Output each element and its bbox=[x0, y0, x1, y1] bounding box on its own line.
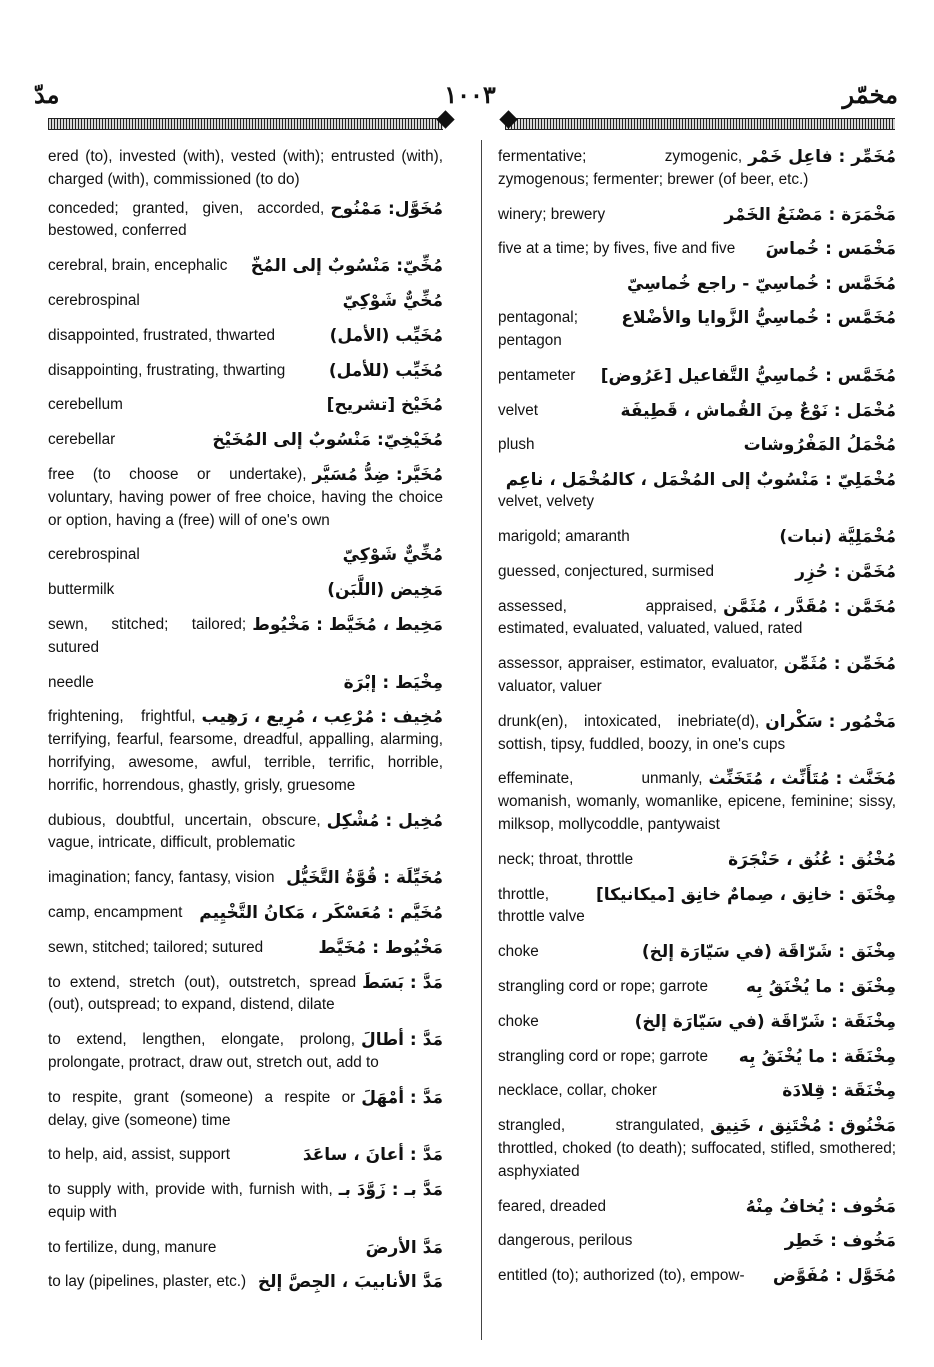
header-left-word: مدّ bbox=[34, 80, 60, 109]
arabic-headword: مُخَمَّن : حُزِر bbox=[795, 561, 896, 582]
arabic-headword: مَدَّ الأرضَ bbox=[365, 1237, 443, 1258]
dictionary-entry bbox=[48, 614, 443, 660]
arabic-headword: مُخِّيٌّ شَوْكِيّ bbox=[342, 545, 443, 566]
english-definition: to supply with, provide with, furnish with, equip with bbox=[48, 1181, 333, 1221]
arabic-headword: مُخَيِّلَة : قُوَّةُ التَّخَيُّل bbox=[286, 868, 443, 889]
dictionary-entry bbox=[48, 867, 443, 890]
arabic-headword: مَخْمُور : سَكْران bbox=[765, 711, 896, 732]
dictionary-entry bbox=[498, 146, 896, 192]
english-definition: feared, dreaded bbox=[498, 1197, 607, 1215]
arabic-headword: مُخَيِّب (للأمل) bbox=[328, 360, 443, 381]
english-definition: throttle, throttle valve bbox=[498, 885, 585, 926]
arabic-headword: مُخْمَلِيّ : مَنْسُوبٌ إلى المُخْمَل ، كالمُخْمَل ، ناعِم bbox=[505, 470, 896, 491]
arabic-headword: مُخْمَلِيَّة (نبات) bbox=[779, 526, 896, 547]
dictionary-entry bbox=[48, 1237, 443, 1260]
arabic-headword: مُخْمَلُ المَفْرُوشات bbox=[743, 435, 896, 456]
arabic-headword: مِخْيَط : إبْرَة bbox=[343, 672, 443, 693]
arabic-headword: مُخَمَّن : مُقَدَّر ، مُثَمَّن bbox=[723, 596, 896, 617]
dictionary-entry bbox=[498, 238, 896, 261]
dictionary-entry bbox=[498, 884, 896, 930]
english-definition: entitled (to); authorized (to), empow- bbox=[498, 1267, 745, 1285]
arabic-headword: مَخُوف : يُخافُ مِنْهُ bbox=[745, 1196, 896, 1217]
header-rule-left bbox=[48, 118, 443, 130]
arabic-headword: مَدَّ : أمْهَلَ bbox=[361, 1087, 443, 1108]
english-definition: disappointed, frustrated, thwarted bbox=[48, 326, 276, 344]
dictionary-entry bbox=[498, 941, 896, 964]
english-definition: plush bbox=[498, 436, 535, 454]
header-right-word: مخمّر bbox=[842, 80, 898, 109]
english-definition: pentameter bbox=[498, 366, 576, 384]
arabic-headword: مَخْمَس : خُماسَ bbox=[765, 239, 896, 260]
dictionary-entry bbox=[498, 1011, 896, 1034]
english-definition: ered (to), invested (with), vested (with); entrusted (with), charged (with), commissioned (to do) bbox=[48, 148, 443, 188]
dictionary-entry bbox=[498, 1230, 896, 1253]
arabic-headword: مُخْنُق : عُنُق ، حَنْجَرَة bbox=[728, 849, 896, 870]
dictionary-entry bbox=[498, 526, 896, 549]
arabic-headword: مَدَّ : أعانَ ، ساعَدَ bbox=[302, 1145, 443, 1166]
english-definition: cerebrospinal bbox=[48, 546, 140, 564]
arabic-headword: مُخَمَّس : خُماسِيُّ التَّفاعيل [عَرُوض] bbox=[600, 365, 896, 386]
dictionary-entry bbox=[48, 1029, 443, 1075]
dictionary-entry bbox=[48, 325, 443, 348]
dictionary-entry bbox=[48, 290, 443, 313]
dictionary-entry bbox=[498, 307, 896, 353]
arabic-headword: مُخَمَّس : خُماسِيُّ الزَّوايا والأضْلاع bbox=[621, 308, 896, 329]
column-divider bbox=[481, 140, 482, 1340]
english-definition: to fertilize, dung, manure bbox=[48, 1238, 217, 1256]
arabic-headword: مِخْنَق : خانِق ، صِمامٌ خانِق [ميكانيكا] bbox=[595, 884, 896, 905]
dictionary-entry bbox=[498, 1115, 896, 1183]
english-definition: sewn, stitched; tailored; sutured bbox=[48, 938, 264, 956]
dictionary-entry bbox=[498, 365, 896, 388]
english-definition: cerebellar bbox=[48, 431, 116, 449]
english-definition: strangled, strangulated, throttled, choked (to death); suffocated, stifled, smothered; asphyxiated bbox=[498, 1117, 896, 1180]
dictionary-entry bbox=[498, 273, 896, 295]
arabic-headword: مِخْنَقَة : قِلادَة bbox=[782, 1081, 896, 1102]
arabic-headword: مَدَّ الأنابيبَ ، الجِصَّ إلخ bbox=[257, 1272, 443, 1293]
english-definition: cerebrospinal bbox=[48, 291, 140, 309]
arabic-headword: مُخْمَل : نَوْعٌ مِنَ القُماش ، قَطِيفَة bbox=[620, 400, 896, 421]
arabic-headword: مُخِيل : مُشْكِل bbox=[326, 810, 443, 831]
dictionary-entry bbox=[48, 1271, 443, 1294]
english-definition: dangerous, perilous bbox=[498, 1232, 633, 1250]
page-number: ١٠٠٣ bbox=[444, 80, 496, 109]
english-definition: choke bbox=[498, 1012, 539, 1030]
dictionary-entry bbox=[48, 1087, 443, 1133]
english-definition: conceded; granted, given, accorded, bestowed, conferred bbox=[48, 199, 325, 240]
english-definition: needle bbox=[48, 673, 94, 691]
dictionary-entry bbox=[498, 469, 896, 514]
header-rule-right bbox=[505, 118, 895, 130]
english-definition: disappointing, frustrating, thwarting bbox=[48, 361, 286, 379]
english-definition: necklace, collar, choker bbox=[498, 1082, 657, 1100]
english-definition: to lay (pipelines, plaster, etc.) bbox=[48, 1273, 247, 1291]
dictionary-entry bbox=[48, 706, 443, 797]
dictionary-entry bbox=[48, 937, 443, 960]
arabic-headword: مِخْنَقَة : شَرّاقَة (في سَيّارَة إلخ) bbox=[634, 1011, 896, 1032]
arabic-headword: مُخَيِّب (الأمل) bbox=[329, 325, 443, 346]
dictionary-entry bbox=[48, 198, 443, 244]
english-definition: free (to choose or undertake), voluntary, having power of free choice, having the choice or option, having a (free) will of one's own bbox=[48, 465, 443, 529]
dictionary-entry bbox=[498, 768, 896, 836]
english-definition: to help, aid, assist, support bbox=[48, 1146, 230, 1164]
dictionary-entry bbox=[48, 360, 443, 383]
english-definition: strangling cord or rope; garrote bbox=[498, 977, 709, 995]
arabic-headword: مُخِّيّ: مَنْسُوبٌ إلى المُخّ bbox=[250, 256, 443, 277]
dictionary-entry bbox=[48, 579, 443, 602]
english-definition: velvet bbox=[498, 401, 538, 419]
english-definition: winery; brewery bbox=[498, 205, 606, 223]
arabic-headword: مَخُوف : خَطِر bbox=[784, 1231, 896, 1252]
english-definition: dubious, doubtful, uncertain, obscure, vague, intricate, difficult, problematic bbox=[48, 811, 321, 852]
dictionary-entry bbox=[498, 849, 896, 872]
arabic-headword: مُخَنَّث : مُتَأَنِّث ، مُتَخَنِّث bbox=[708, 769, 896, 790]
english-definition: neck; throat, throttle bbox=[498, 850, 634, 868]
dictionary-entry bbox=[498, 596, 896, 642]
dictionary-entry bbox=[48, 902, 443, 925]
arabic-headword: مَخِيض (اللَّبَن) bbox=[327, 580, 443, 601]
dictionary-entry bbox=[498, 204, 896, 227]
arabic-headword: مِخْنَقَة : ما يُخْنَقُ بِه bbox=[738, 1046, 896, 1067]
english-definition: five at a time; by fives, five and five bbox=[498, 240, 736, 258]
dictionary-entry bbox=[498, 1265, 896, 1288]
english-definition: fermentative; zymogenic, zymogenous; fermenter; brewer (of beer, etc.) bbox=[498, 148, 809, 188]
dictionary-entry bbox=[498, 1080, 896, 1103]
english-definition: buttermilk bbox=[48, 581, 115, 599]
english-definition: assessed, appraised, estimated, evaluated, valuated, valued, rated bbox=[498, 597, 803, 638]
arabic-headword: مُخِّيٌّ شَوْكِيّ bbox=[342, 290, 443, 311]
dictionary-entry bbox=[498, 400, 896, 423]
arabic-headword: مَدَّ : بَسَطَ bbox=[362, 972, 443, 993]
english-definition: effeminate, unmanly, womanish, womanly, womanlike, epicene, feminine; sissy, milksop, mollycoddle, pantywaist bbox=[498, 770, 896, 833]
dictionary-entry bbox=[48, 1144, 443, 1167]
arabic-headword: مُخَيَّم : مُعَسْكَر ، مَكانُ التَّخْيِيم bbox=[199, 902, 443, 923]
english-definition: strangling cord or rope; garrote bbox=[498, 1047, 709, 1065]
arabic-headword: مَخْيُوط : مُخَيَّط bbox=[318, 937, 443, 958]
english-definition: imagination; fancy, fantasy, vision bbox=[48, 869, 275, 887]
dictionary-entry bbox=[498, 1046, 896, 1069]
arabic-headword: مِخْنَق : شَرّاقَة (في سَيّارَة إلخ) bbox=[641, 942, 896, 963]
dictionary-entry bbox=[498, 434, 896, 457]
english-definition: assessor, appraiser, estimator, evaluator, valuator, valuer bbox=[498, 655, 778, 695]
dictionary-entry bbox=[48, 972, 443, 1018]
arabic-headword: مَخْمَرَة : مَصْنَعُ الخَمْر bbox=[724, 204, 896, 225]
english-definition: choke bbox=[498, 943, 539, 961]
english-definition: pentagonal; pentagon bbox=[498, 309, 578, 349]
arabic-headword: مَخِيط ، مُخَيَّط : مَخْيُوط bbox=[252, 614, 443, 635]
arabic-headword: مُخَيْخ [تشريح] bbox=[326, 395, 443, 416]
arabic-headword: مَدَّ : أطالَ bbox=[361, 1030, 443, 1051]
dictionary-entry bbox=[498, 976, 896, 999]
arabic-headword: مُخَيَّر: ضِدُّ مُسَيَّر bbox=[312, 464, 443, 485]
english-definition: to respite, grant (someone) a respite or delay, give (someone) time bbox=[48, 1088, 356, 1129]
arabic-headword: مُخَوَّل : مُفَوَّض bbox=[772, 1266, 896, 1287]
dictionary-entry bbox=[498, 653, 896, 699]
english-definition: velvet, velvety bbox=[498, 493, 595, 511]
dictionary-entry bbox=[48, 255, 443, 278]
dictionary-entry bbox=[48, 146, 443, 192]
english-definition: sewn, stitched; tailored; sutured bbox=[48, 615, 247, 656]
arabic-headword: مُخِيف : مُرْعِب ، مُرِيع ، رَهِيب bbox=[201, 707, 443, 728]
arabic-headword: مُخَوَّل: مَمْنُوح bbox=[330, 198, 443, 219]
english-definition: frightening, frightful, terrifying, fearful, fearsome, dreadful, appalling, alarming, horrifying, awesome, awful, terrible, terrific, horrible, horrific, horrendous, ghastly, grisly, gruesome bbox=[48, 708, 443, 794]
dictionary-entry bbox=[48, 394, 443, 417]
arabic-headword: مُخَمِّن : مُثَمِّن bbox=[783, 654, 896, 675]
dictionary-entry bbox=[48, 810, 443, 856]
left-column bbox=[48, 146, 443, 1306]
arabic-headword: مَخْنُوق : مُخْتَنِق ، خَنِيق bbox=[710, 1116, 896, 1137]
english-definition: guessed, conjectured, surmised bbox=[498, 562, 714, 580]
english-definition: to extend, lengthen, elongate, prolong, prolongate, protract, draw out, stretch out, add to bbox=[48, 1031, 379, 1071]
arabic-headword: مُخَمَّس : خُماسِيّ - راجع خُماسِيّ bbox=[626, 274, 896, 295]
english-definition: to extend, stretch (out), outstretch, spread (out), outspread; to expand, distend, dilate bbox=[48, 973, 357, 1014]
english-definition: cerebellum bbox=[48, 396, 123, 414]
english-definition: camp, encampment bbox=[48, 903, 183, 921]
arabic-headword: مُخَيْخِيّ: مَنْسُوبٌ إلى المُخَيْخ bbox=[212, 430, 443, 451]
dictionary-entry bbox=[48, 1179, 443, 1225]
dictionary-entry bbox=[48, 544, 443, 567]
arabic-headword: مِخْنَق : ما يُخْنَقُ بِه bbox=[745, 976, 896, 997]
english-definition: drunk(en), intoxicated, inebriate(d), sottish, tipsy, fuddled, boozy, in one's cups bbox=[498, 712, 786, 753]
arabic-headword: مَدَّ بـ : زَوَّدَ بـ bbox=[338, 1180, 443, 1201]
right-column bbox=[498, 146, 896, 1300]
dictionary-entry bbox=[48, 672, 443, 695]
dictionary-entry bbox=[498, 711, 896, 757]
dictionary-entry bbox=[498, 1196, 896, 1219]
english-definition: marigold; amaranth bbox=[498, 527, 630, 545]
english-definition: cerebral, brain, encephalic bbox=[48, 257, 228, 275]
dictionary-entry bbox=[498, 561, 896, 584]
arabic-headword: مُخَمِّر : فاعِل خَمْر bbox=[748, 147, 896, 167]
dictionary-entry bbox=[48, 429, 443, 452]
dictionary-entry bbox=[48, 464, 443, 532]
